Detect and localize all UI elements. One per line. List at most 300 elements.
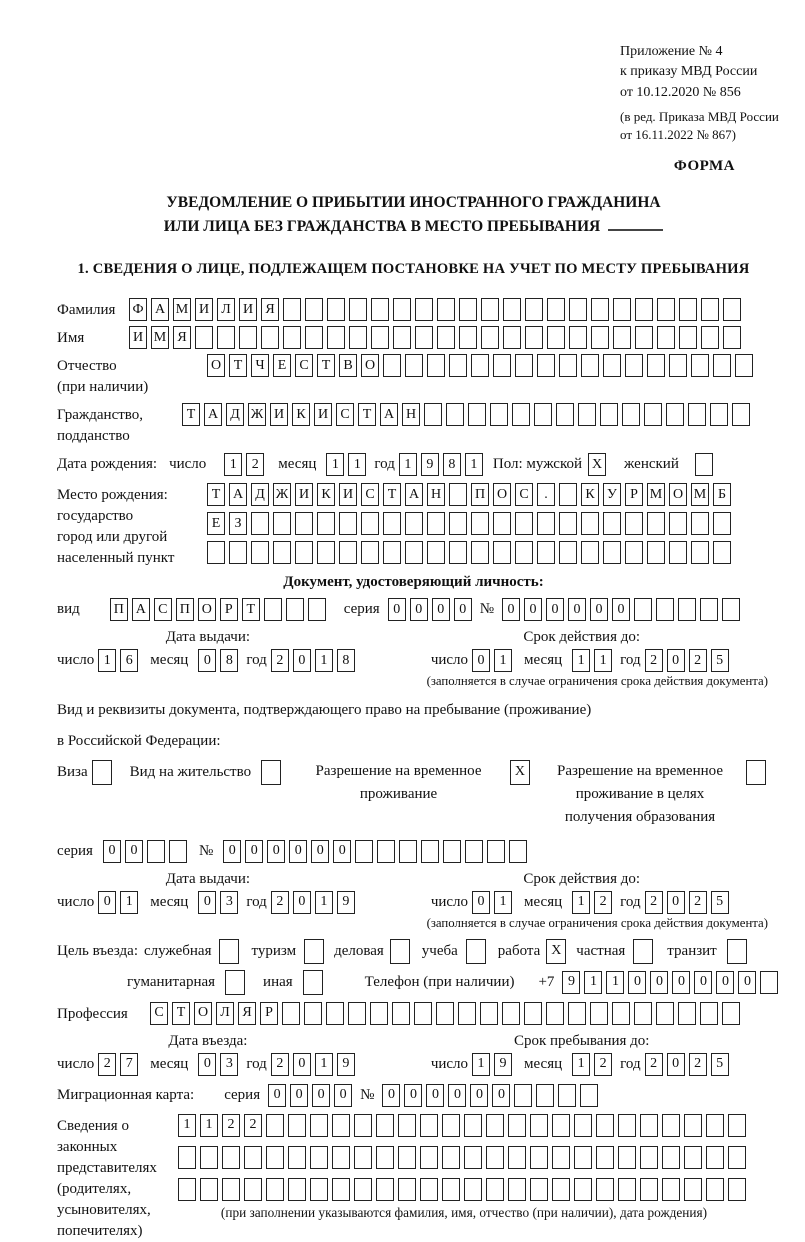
char-cell[interactable] <box>471 354 489 377</box>
char-cell[interactable] <box>207 541 225 564</box>
char-cell[interactable]: И <box>295 483 313 506</box>
char-cell[interactable]: 0 <box>334 1084 352 1107</box>
char-cell[interactable] <box>310 1114 328 1137</box>
char-cell[interactable] <box>728 1178 746 1201</box>
char-cell[interactable] <box>303 970 323 995</box>
char-cell[interactable] <box>669 512 687 535</box>
char-cell[interactable] <box>480 1002 498 1025</box>
char-cell[interactable] <box>669 354 687 377</box>
char-cell[interactable]: 1 <box>315 649 333 672</box>
char-cell[interactable] <box>722 1002 740 1025</box>
char-cell[interactable] <box>310 1146 328 1169</box>
char-cell[interactable] <box>361 541 379 564</box>
char-cell[interactable]: С <box>295 354 313 377</box>
char-cell[interactable] <box>581 541 599 564</box>
char-cell[interactable]: Т <box>317 354 335 377</box>
char-cell[interactable]: 1 <box>315 1053 333 1076</box>
char-cell[interactable] <box>688 403 706 426</box>
char-cell[interactable]: 2 <box>246 453 264 476</box>
char-cell[interactable]: С <box>515 483 533 506</box>
char-cell[interactable] <box>398 1146 416 1169</box>
char-cell[interactable] <box>222 1178 240 1201</box>
char-cell[interactable] <box>556 403 574 426</box>
char-cell[interactable] <box>471 512 489 535</box>
char-cell[interactable] <box>219 939 239 964</box>
char-cell[interactable] <box>200 1178 218 1201</box>
char-cell[interactable] <box>415 298 433 321</box>
char-cell[interactable]: 0 <box>568 598 586 621</box>
char-cell[interactable] <box>217 326 235 349</box>
stay-month-input[interactable] <box>572 1053 616 1076</box>
char-cell[interactable]: 1 <box>584 971 602 994</box>
char-cell[interactable] <box>530 1114 548 1137</box>
migration-series-input[interactable] <box>268 1084 356 1107</box>
char-cell[interactable]: 1 <box>472 1053 490 1076</box>
char-cell[interactable]: 2 <box>689 1053 707 1076</box>
char-cell[interactable] <box>508 1114 526 1137</box>
char-cell[interactable]: 1 <box>572 649 590 672</box>
char-cell[interactable] <box>581 512 599 535</box>
char-cell[interactable]: Б <box>713 483 731 506</box>
char-cell[interactable] <box>493 512 511 535</box>
char-cell[interactable] <box>640 1114 658 1137</box>
char-cell[interactable]: 0 <box>716 971 734 994</box>
char-cell[interactable] <box>399 840 417 863</box>
char-cell[interactable] <box>282 1002 300 1025</box>
char-cell[interactable]: 0 <box>223 840 241 863</box>
char-cell[interactable]: 2 <box>645 649 663 672</box>
char-cell[interactable]: 1 <box>315 891 333 914</box>
char-cell[interactable] <box>481 326 499 349</box>
char-cell[interactable]: 0 <box>502 598 520 621</box>
char-cell[interactable] <box>317 512 335 535</box>
char-cell[interactable] <box>635 326 653 349</box>
char-cell[interactable]: 3 <box>220 1053 238 1076</box>
char-cell[interactable] <box>392 1002 410 1025</box>
char-cell[interactable]: Н <box>402 403 420 426</box>
char-cell[interactable] <box>568 1002 586 1025</box>
char-cell[interactable] <box>569 326 587 349</box>
char-cell[interactable] <box>471 541 489 564</box>
char-cell[interactable]: К <box>292 403 310 426</box>
char-cell[interactable]: М <box>151 326 169 349</box>
char-cell[interactable]: 9 <box>337 1053 355 1076</box>
char-cell[interactable]: 0 <box>245 840 263 863</box>
char-cell[interactable]: Ч <box>251 354 269 377</box>
char-cell[interactable]: Ж <box>273 483 291 506</box>
identity-kind-input[interactable] <box>110 598 330 621</box>
char-cell[interactable] <box>327 326 345 349</box>
char-cell[interactable] <box>574 1178 592 1201</box>
char-cell[interactable]: С <box>154 598 172 621</box>
representatives-row-2-input[interactable] <box>178 1146 750 1169</box>
char-cell[interactable] <box>695 453 713 476</box>
char-cell[interactable] <box>612 1002 630 1025</box>
char-cell[interactable]: И <box>239 298 257 321</box>
char-cell[interactable] <box>508 1146 526 1169</box>
char-cell[interactable] <box>537 354 555 377</box>
patronymic-input[interactable] <box>207 354 757 377</box>
char-cell[interactable] <box>398 1178 416 1201</box>
char-cell[interactable]: Т <box>229 354 247 377</box>
char-cell[interactable] <box>273 512 291 535</box>
char-cell[interactable]: 2 <box>594 1053 612 1076</box>
char-cell[interactable]: 2 <box>689 649 707 672</box>
representatives-row-1-input[interactable] <box>178 1114 750 1137</box>
char-cell[interactable]: 7 <box>120 1053 138 1076</box>
char-cell[interactable]: 1 <box>572 1053 590 1076</box>
char-cell[interactable]: 1 <box>465 453 483 476</box>
char-cell[interactable]: Л <box>216 1002 234 1025</box>
char-cell[interactable] <box>261 760 281 785</box>
char-cell[interactable]: С <box>361 483 379 506</box>
birth-place-row-3-input[interactable] <box>207 541 735 564</box>
char-cell[interactable] <box>647 512 665 535</box>
char-cell[interactable] <box>666 403 684 426</box>
char-cell[interactable] <box>169 840 187 863</box>
char-cell[interactable]: 0 <box>311 840 329 863</box>
char-cell[interactable]: 9 <box>421 453 439 476</box>
char-cell[interactable] <box>449 541 467 564</box>
char-cell[interactable] <box>559 483 577 506</box>
char-cell[interactable] <box>706 1146 724 1169</box>
identity-series-input[interactable] <box>388 598 476 621</box>
char-cell[interactable] <box>427 512 445 535</box>
char-cell[interactable]: 0 <box>382 1084 400 1107</box>
char-cell[interactable] <box>569 298 587 321</box>
char-cell[interactable] <box>354 1146 372 1169</box>
char-cell[interactable]: 1 <box>494 649 512 672</box>
char-cell[interactable] <box>536 1084 554 1107</box>
char-cell[interactable] <box>393 326 411 349</box>
residence-expiry-year-input[interactable] <box>645 891 733 914</box>
char-cell[interactable] <box>547 298 565 321</box>
char-cell[interactable] <box>558 1084 576 1107</box>
char-cell[interactable] <box>464 1178 482 1201</box>
char-cell[interactable] <box>421 840 439 863</box>
char-cell[interactable]: 8 <box>337 649 355 672</box>
char-cell[interactable]: 5 <box>711 649 729 672</box>
char-cell[interactable] <box>647 541 665 564</box>
sex-female-checkbox[interactable] <box>695 453 717 476</box>
char-cell[interactable]: 0 <box>650 971 668 994</box>
profession-input[interactable] <box>150 1002 744 1025</box>
char-cell[interactable] <box>398 1114 416 1137</box>
char-cell[interactable]: Т <box>172 1002 190 1025</box>
char-cell[interactable] <box>283 326 301 349</box>
char-cell[interactable] <box>383 354 401 377</box>
char-cell[interactable]: Е <box>207 512 225 535</box>
char-cell[interactable] <box>503 298 521 321</box>
char-cell[interactable]: 1 <box>399 453 417 476</box>
char-cell[interactable]: И <box>129 326 147 349</box>
char-cell[interactable] <box>339 541 357 564</box>
char-cell[interactable] <box>393 298 411 321</box>
char-cell[interactable] <box>684 1178 702 1201</box>
char-cell[interactable]: 0 <box>672 971 690 994</box>
char-cell[interactable]: 0 <box>293 1053 311 1076</box>
char-cell[interactable] <box>515 512 533 535</box>
char-cell[interactable] <box>449 483 467 506</box>
char-cell[interactable]: 9 <box>562 971 580 994</box>
char-cell[interactable] <box>92 760 112 785</box>
char-cell[interactable] <box>295 512 313 535</box>
char-cell[interactable]: X <box>510 760 530 785</box>
char-cell[interactable] <box>355 840 373 863</box>
birth-year-input[interactable] <box>399 453 487 476</box>
char-cell[interactable]: 0 <box>590 598 608 621</box>
char-cell[interactable] <box>530 1146 548 1169</box>
char-cell[interactable] <box>332 1114 350 1137</box>
purpose-other-checkbox[interactable] <box>303 970 327 995</box>
purpose-transit-checkbox[interactable] <box>727 939 751 964</box>
char-cell[interactable]: Т <box>207 483 225 506</box>
residence-number-input[interactable] <box>223 840 531 863</box>
char-cell[interactable] <box>537 512 555 535</box>
char-cell[interactable]: Е <box>273 354 291 377</box>
char-cell[interactable] <box>295 541 313 564</box>
char-cell[interactable] <box>459 326 477 349</box>
char-cell[interactable]: 0 <box>103 840 121 863</box>
char-cell[interactable] <box>706 1114 724 1137</box>
char-cell[interactable] <box>327 298 345 321</box>
char-cell[interactable]: П <box>110 598 128 621</box>
char-cell[interactable]: 0 <box>404 1084 422 1107</box>
char-cell[interactable] <box>591 298 609 321</box>
char-cell[interactable] <box>552 1178 570 1201</box>
surname-input[interactable] <box>129 298 745 321</box>
char-cell[interactable] <box>490 403 508 426</box>
char-cell[interactable] <box>371 326 389 349</box>
char-cell[interactable] <box>603 354 621 377</box>
char-cell[interactable] <box>727 939 747 964</box>
char-cell[interactable] <box>383 512 401 535</box>
char-cell[interactable] <box>178 1146 196 1169</box>
char-cell[interactable]: А <box>132 598 150 621</box>
identity-expiry-day-input[interactable] <box>472 649 516 672</box>
char-cell[interactable] <box>486 1178 504 1201</box>
char-cell[interactable]: 2 <box>271 891 289 914</box>
char-cell[interactable] <box>288 1178 306 1201</box>
char-cell[interactable]: 0 <box>546 598 564 621</box>
char-cell[interactable] <box>147 840 165 863</box>
char-cell[interactable] <box>723 326 741 349</box>
char-cell[interactable] <box>308 598 326 621</box>
char-cell[interactable] <box>415 326 433 349</box>
char-cell[interactable]: 0 <box>388 598 406 621</box>
residence-permit-checkbox[interactable] <box>261 760 285 785</box>
char-cell[interactable]: 0 <box>667 1053 685 1076</box>
char-cell[interactable] <box>640 1178 658 1201</box>
char-cell[interactable]: К <box>317 483 335 506</box>
char-cell[interactable] <box>559 354 577 377</box>
char-cell[interactable]: О <box>669 483 687 506</box>
char-cell[interactable] <box>525 326 543 349</box>
char-cell[interactable] <box>487 840 505 863</box>
char-cell[interactable] <box>195 326 213 349</box>
char-cell[interactable] <box>349 298 367 321</box>
char-cell[interactable] <box>635 298 653 321</box>
char-cell[interactable] <box>728 1114 746 1137</box>
char-cell[interactable] <box>515 354 533 377</box>
char-cell[interactable]: 1 <box>200 1114 218 1137</box>
char-cell[interactable]: X <box>546 939 566 964</box>
char-cell[interactable]: О <box>207 354 225 377</box>
birth-place-row-1-input[interactable] <box>207 483 735 506</box>
char-cell[interactable]: Т <box>358 403 376 426</box>
char-cell[interactable] <box>222 1146 240 1169</box>
char-cell[interactable] <box>706 1178 724 1201</box>
residence-expiry-day-input[interactable] <box>472 891 516 914</box>
char-cell[interactable] <box>515 541 533 564</box>
char-cell[interactable]: 0 <box>472 649 490 672</box>
char-cell[interactable] <box>574 1114 592 1137</box>
char-cell[interactable]: 1 <box>224 453 242 476</box>
char-cell[interactable]: 2 <box>645 891 663 914</box>
char-cell[interactable]: А <box>405 483 423 506</box>
char-cell[interactable] <box>283 298 301 321</box>
char-cell[interactable] <box>200 1146 218 1169</box>
char-cell[interactable] <box>251 512 269 535</box>
char-cell[interactable] <box>679 298 697 321</box>
char-cell[interactable]: О <box>493 483 511 506</box>
purpose-work-checkbox[interactable] <box>546 939 570 964</box>
purpose-business-checkbox[interactable] <box>390 939 414 964</box>
char-cell[interactable]: 0 <box>98 891 116 914</box>
char-cell[interactable]: 2 <box>689 891 707 914</box>
char-cell[interactable]: Р <box>260 1002 278 1025</box>
char-cell[interactable] <box>552 1114 570 1137</box>
char-cell[interactable]: 1 <box>326 453 344 476</box>
char-cell[interactable]: П <box>176 598 194 621</box>
purpose-humanitarian-checkbox[interactable] <box>225 970 249 995</box>
char-cell[interactable]: Д <box>226 403 244 426</box>
char-cell[interactable] <box>304 939 324 964</box>
char-cell[interactable] <box>728 1146 746 1169</box>
char-cell[interactable]: И <box>314 403 332 426</box>
char-cell[interactable] <box>459 298 477 321</box>
char-cell[interactable]: М <box>647 483 665 506</box>
char-cell[interactable] <box>442 1114 460 1137</box>
char-cell[interactable]: 0 <box>667 891 685 914</box>
char-cell[interactable]: 2 <box>271 1053 289 1076</box>
char-cell[interactable]: 0 <box>524 598 542 621</box>
char-cell[interactable] <box>261 326 279 349</box>
char-cell[interactable] <box>760 971 778 994</box>
char-cell[interactable] <box>618 1178 636 1201</box>
char-cell[interactable]: 0 <box>198 1053 216 1076</box>
entry-year-input[interactable] <box>271 1053 359 1076</box>
char-cell[interactable] <box>596 1114 614 1137</box>
visa-checkbox[interactable] <box>92 760 116 785</box>
char-cell[interactable]: 2 <box>98 1053 116 1076</box>
identity-expiry-year-input[interactable] <box>645 649 733 672</box>
char-cell[interactable] <box>508 1178 526 1201</box>
char-cell[interactable]: 1 <box>606 971 624 994</box>
char-cell[interactable]: О <box>361 354 379 377</box>
char-cell[interactable] <box>371 298 389 321</box>
char-cell[interactable]: 0 <box>628 971 646 994</box>
char-cell[interactable]: 0 <box>125 840 143 863</box>
char-cell[interactable] <box>713 512 731 535</box>
char-cell[interactable]: 1 <box>348 453 366 476</box>
char-cell[interactable] <box>332 1178 350 1201</box>
char-cell[interactable]: 1 <box>178 1114 196 1137</box>
char-cell[interactable] <box>376 1146 394 1169</box>
char-cell[interactable] <box>596 1178 614 1201</box>
char-cell[interactable] <box>424 403 442 426</box>
char-cell[interactable]: А <box>204 403 222 426</box>
char-cell[interactable] <box>574 1146 592 1169</box>
char-cell[interactable] <box>618 1114 636 1137</box>
char-cell[interactable]: 0 <box>268 1084 286 1107</box>
char-cell[interactable]: Т <box>182 403 200 426</box>
char-cell[interactable] <box>266 1178 284 1201</box>
char-cell[interactable]: Т <box>242 598 260 621</box>
char-cell[interactable] <box>746 760 766 785</box>
char-cell[interactable]: 3 <box>220 891 238 914</box>
char-cell[interactable]: 8 <box>443 453 461 476</box>
char-cell[interactable] <box>437 326 455 349</box>
char-cell[interactable] <box>679 326 697 349</box>
char-cell[interactable]: 0 <box>293 891 311 914</box>
char-cell[interactable] <box>657 326 675 349</box>
char-cell[interactable] <box>332 1146 350 1169</box>
char-cell[interactable] <box>662 1114 680 1137</box>
residence-expiry-month-input[interactable] <box>572 891 616 914</box>
char-cell[interactable] <box>370 1002 388 1025</box>
char-cell[interactable]: 1 <box>594 649 612 672</box>
char-cell[interactable] <box>512 403 530 426</box>
temp-residence-checkbox[interactable] <box>510 760 534 785</box>
char-cell[interactable] <box>503 326 521 349</box>
sex-male-checkbox[interactable] <box>588 453 610 476</box>
char-cell[interactable]: К <box>581 483 599 506</box>
char-cell[interactable]: М <box>173 298 191 321</box>
char-cell[interactable]: 0 <box>694 971 712 994</box>
char-cell[interactable] <box>691 354 709 377</box>
identity-issue-month-input[interactable] <box>198 649 242 672</box>
char-cell[interactable] <box>239 326 257 349</box>
char-cell[interactable]: Н <box>427 483 445 506</box>
char-cell[interactable] <box>464 1146 482 1169</box>
char-cell[interactable]: А <box>380 403 398 426</box>
char-cell[interactable] <box>603 541 621 564</box>
char-cell[interactable] <box>656 598 674 621</box>
char-cell[interactable]: 0 <box>454 598 472 621</box>
char-cell[interactable]: И <box>195 298 213 321</box>
char-cell[interactable] <box>603 512 621 535</box>
char-cell[interactable] <box>390 939 410 964</box>
char-cell[interactable] <box>486 1114 504 1137</box>
char-cell[interactable] <box>647 354 665 377</box>
char-cell[interactable]: 1 <box>98 649 116 672</box>
char-cell[interactable]: Р <box>625 483 643 506</box>
char-cell[interactable] <box>559 541 577 564</box>
identity-issue-day-input[interactable] <box>98 649 142 672</box>
char-cell[interactable] <box>625 512 643 535</box>
char-cell[interactable]: А <box>151 298 169 321</box>
char-cell[interactable] <box>349 326 367 349</box>
char-cell[interactable] <box>326 1002 344 1025</box>
char-cell[interactable] <box>509 840 527 863</box>
char-cell[interactable] <box>678 598 696 621</box>
char-cell[interactable]: 0 <box>312 1084 330 1107</box>
temp-residence-edu-checkbox[interactable] <box>746 760 770 785</box>
char-cell[interactable] <box>377 840 395 863</box>
char-cell[interactable]: 0 <box>410 598 428 621</box>
char-cell[interactable]: 0 <box>198 649 216 672</box>
